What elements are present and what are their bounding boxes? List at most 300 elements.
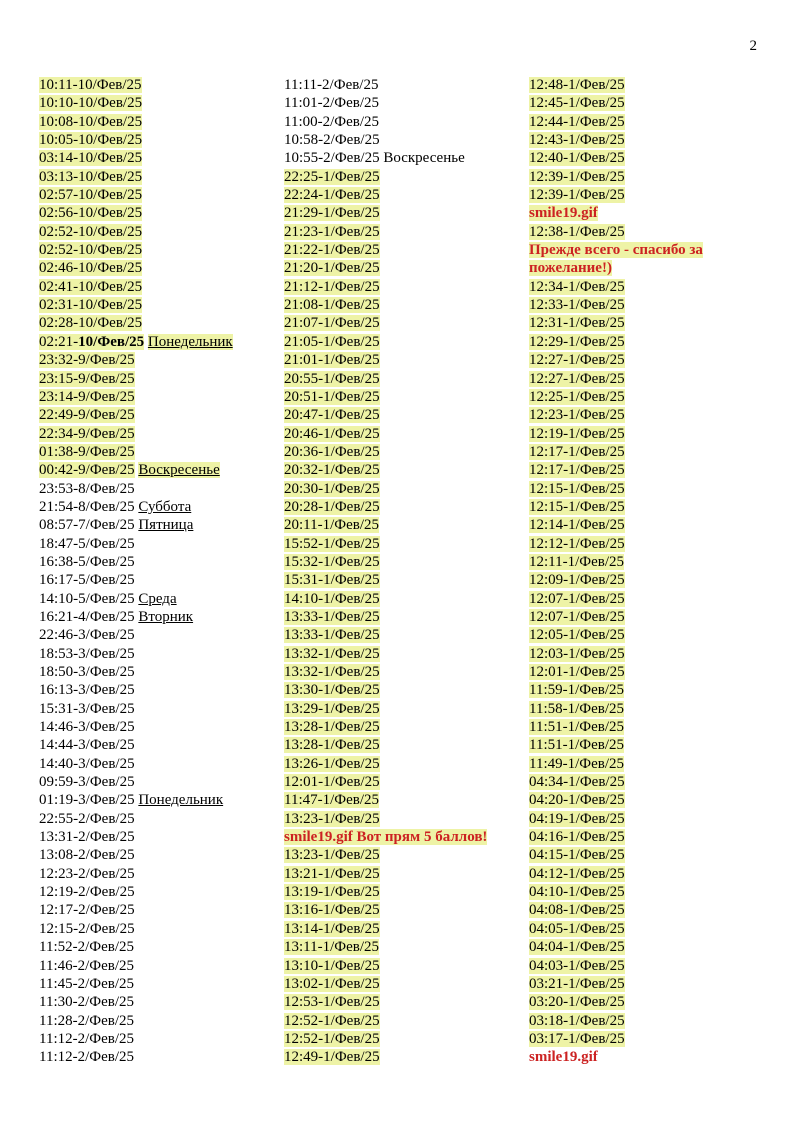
timestamp-line — [284, 223, 524, 241]
weekday-label: Понедельник — [138, 792, 224, 809]
highlighted-entry — [39, 77, 142, 93]
timestamp-line — [529, 443, 769, 461]
entry — [39, 976, 134, 992]
timestamp-text: 13:33-1/Фев/25 — [284, 627, 380, 644]
timestamp-line — [284, 846, 524, 864]
timestamp-line — [284, 865, 524, 883]
highlighted-entry — [529, 627, 625, 643]
timestamp-text: 13:28-1/Фев/25 — [284, 719, 380, 736]
timestamp-line — [284, 608, 524, 626]
timestamp-text: 02:57-10/Фев/25 — [39, 187, 143, 204]
timestamp-text: 12:33-1/Фев/25 — [529, 297, 625, 314]
timestamp-line — [39, 1048, 279, 1066]
timestamp-text: 03:14-10/Фев/25 — [39, 150, 143, 167]
timestamp-line — [529, 259, 769, 277]
timestamp-line — [529, 516, 769, 534]
timestamp-text: 13:10-1/Фев/25 — [284, 957, 380, 974]
timestamp-text: 04:05-1/Фев/25 — [529, 920, 625, 937]
timestamp-text: 12:39-1/Фев/25 — [529, 168, 625, 185]
timestamp-line — [39, 259, 279, 277]
highlighted-entry — [284, 939, 379, 955]
timestamp-line — [39, 351, 279, 369]
entry — [39, 774, 135, 790]
timestamp-text: 12:25-1/Фев/25 — [529, 388, 625, 405]
timestamp-text: 12:05-1/Фев/25 — [529, 627, 625, 644]
timestamp-line — [529, 901, 769, 919]
timestamp-line — [39, 186, 279, 204]
highlighted-entry — [284, 719, 380, 735]
timestamp-text: 13:32-1/Фев/25 — [284, 645, 380, 662]
timestamp-text: 12:49-1/Фев/25 — [284, 1049, 380, 1066]
highlighted-entry — [529, 242, 703, 258]
highlighted-entry — [284, 591, 380, 607]
timestamp-text: 20:47-1/Фев/25 — [284, 407, 380, 424]
highlighted-entry — [284, 462, 380, 478]
timestamp-text: 12:23-2/Фев/25 — [39, 865, 135, 882]
highlighted-entry — [529, 994, 625, 1010]
timestamp-text: 12:53-1/Фев/25 — [284, 994, 380, 1011]
entry — [39, 572, 135, 588]
timestamp-text: 13:29-1/Фев/25 — [284, 700, 380, 717]
entry — [284, 132, 380, 148]
weekday-label: Суббота — [138, 498, 192, 515]
timestamp-text: 10:55-2/Фев/25 — [284, 150, 380, 167]
timestamp-line — [39, 149, 279, 167]
timestamp-text: 12:03-1/Фев/25 — [529, 645, 625, 662]
highlighted-entry — [529, 224, 625, 240]
timestamp-text: 22:34-9/Фев/25 — [39, 425, 135, 442]
timestamp-text: 12:01-1/Фев/25 — [529, 664, 625, 680]
highlighted-entry — [284, 260, 380, 276]
highlighted-entry — [284, 517, 379, 533]
highlighted-entry — [529, 866, 625, 882]
timestamp-line — [529, 865, 769, 883]
highlighted-entry — [529, 902, 625, 918]
highlighted-entry — [529, 389, 625, 405]
timestamp-text: 13:30-1/Фев/25 — [284, 682, 380, 699]
highlighted-entry — [284, 609, 380, 625]
timestamp-text: 11:59-1/Фев/25 — [529, 682, 625, 699]
timestamp-line — [39, 516, 279, 534]
highlighted-entry — [529, 114, 625, 130]
timestamp-text: 02:56-10/Фев/25 — [39, 205, 143, 222]
timestamp-line — [529, 168, 769, 186]
timestamp-line — [284, 535, 524, 553]
highlighted-entry — [284, 187, 380, 203]
highlighted-entry — [284, 958, 380, 974]
timestamp-line — [284, 920, 524, 938]
highlighted-entry — [284, 701, 380, 717]
highlighted-entry — [284, 481, 380, 497]
timestamp-line — [529, 113, 769, 131]
highlighted-entry — [529, 921, 625, 937]
timestamp-line — [529, 883, 769, 901]
timestamp-text: 12:40-1/Фев/25 — [529, 150, 625, 167]
timestamp-line — [39, 957, 279, 975]
timestamp-line — [529, 535, 769, 553]
timestamp-text: 18:50-3/Фев/25 — [39, 664, 135, 680]
timestamp-text: 16:21-4/Фев/25 — [39, 608, 135, 625]
highlighted-entry — [529, 792, 625, 808]
highlighted-entry — [529, 1013, 625, 1029]
timestamp-text: 03:13-10/Фев/25 — [39, 168, 143, 185]
highlighted-entry — [284, 921, 380, 937]
highlighted-entry — [284, 664, 380, 680]
timestamp-text: 15:52-1/Фев/25 — [284, 535, 380, 552]
highlighted-entry — [529, 811, 625, 827]
timestamp-text: 23:14-9/Фев/25 — [39, 388, 135, 405]
highlighted-entry — [529, 829, 625, 845]
comment-text: Прежде всего - спасибо за — [529, 242, 703, 259]
highlighted-entry — [39, 371, 135, 387]
timestamp-text: 12:15-1/Фев/25 — [529, 498, 625, 515]
entry — [39, 1013, 134, 1029]
timestamp-text: 13:08-2/Фев/25 — [39, 847, 135, 864]
highlighted-entry — [39, 407, 135, 423]
highlighted-entry — [39, 334, 144, 350]
highlighted-entry — [529, 1031, 625, 1047]
timestamp-text: 12:14-1/Фев/25 — [529, 517, 625, 534]
highlighted-entry — [39, 426, 135, 442]
timestamp-text: 21:07-1/Фев/25 — [284, 315, 380, 332]
timestamp-text: 12:27-1/Фев/25 — [529, 370, 625, 387]
timestamp-line — [39, 333, 279, 351]
highlighted-entry — [39, 315, 142, 331]
highlighted-entry — [284, 444, 380, 460]
highlighted-entry — [284, 1031, 380, 1047]
timestamp-line — [39, 736, 279, 754]
timestamp-text: 21:12-1/Фев/25 — [284, 278, 380, 295]
timestamp-text: 12:17-2/Фев/25 — [39, 902, 135, 919]
timestamp-line — [284, 259, 524, 277]
timestamp-text: 20:55-1/Фев/25 — [284, 370, 380, 387]
timestamp-line — [39, 718, 279, 736]
entry — [39, 1031, 134, 1047]
timestamp-text: 21:54-8/Фев/25 — [39, 498, 135, 515]
timestamp-line — [39, 846, 279, 864]
highlighted-entry — [284, 371, 380, 387]
timestamp-text: 01:38-9/Фев/25 — [39, 443, 135, 460]
timestamp-line — [284, 755, 524, 773]
highlighted-entry — [529, 169, 625, 185]
timestamp-line — [39, 1012, 279, 1030]
timestamp-line — [529, 773, 769, 791]
timestamp-column-3 — [529, 76, 769, 1067]
timestamp-line — [284, 113, 524, 131]
highlighted-entry — [529, 701, 624, 717]
timestamp-line — [529, 314, 769, 332]
entry — [39, 1049, 134, 1065]
timestamp-line — [39, 773, 279, 791]
highlighted-entry — [529, 95, 625, 111]
timestamp-text: 11:49-1/Фев/25 — [529, 755, 625, 772]
entry — [39, 958, 134, 974]
timestamp-text: 22:24-1/Фев/25 — [284, 187, 380, 204]
timestamp-line — [284, 278, 524, 296]
timestamp-text: 14:40-3/Фев/25 — [39, 755, 135, 772]
highlighted-entry — [529, 187, 625, 203]
entry — [39, 737, 135, 753]
entry — [39, 921, 135, 937]
timestamp-line — [39, 883, 279, 901]
entry — [39, 517, 135, 533]
timestamp-text: 02:28-10/Фев/25 — [39, 315, 143, 332]
timestamp-line — [529, 1030, 769, 1048]
entry — [39, 499, 135, 515]
highlighted-entry — [39, 169, 142, 185]
timestamp-line — [284, 204, 524, 222]
timestamp-line — [284, 76, 524, 94]
timestamp-text: 02:31-10/Фев/25 — [39, 297, 143, 314]
timestamp-line — [529, 480, 769, 498]
timestamp-column-2 — [284, 76, 524, 1067]
timestamp-text: 04:08-1/Фев/25 — [529, 902, 625, 919]
timestamp-text: 18:47-5/Фев/25 — [39, 535, 135, 552]
timestamp-text: 11:28-2/Фев/25 — [39, 1012, 135, 1029]
timestamp-text: 13:32-1/Фев/25 — [284, 664, 380, 680]
timestamp-line — [284, 1030, 524, 1048]
timestamp-text: 20:46-1/Фев/25 — [284, 425, 380, 442]
timestamp-text: 12:07-1/Фев/25 — [529, 608, 625, 625]
timestamp-line — [529, 663, 769, 681]
timestamp-text: 22:25-1/Фев/25 — [284, 168, 380, 185]
highlighted-entry — [529, 481, 625, 497]
timestamp-line — [39, 828, 279, 846]
timestamp-line — [39, 571, 279, 589]
entry — [39, 719, 135, 735]
timestamp-line — [284, 571, 524, 589]
timestamp-text: 13:26-1/Фев/25 — [284, 755, 380, 772]
entry — [284, 77, 378, 93]
timestamp-text: 12:34-1/Фев/25 — [529, 278, 625, 295]
timestamp-line — [39, 223, 279, 241]
highlighted-entry — [529, 426, 625, 442]
timestamp-line — [39, 113, 279, 131]
timestamp-text: 11:58-1/Фев/25 — [529, 700, 625, 717]
entry — [39, 756, 135, 772]
timestamp-text: 00:42-9/Фев/25 — [39, 462, 135, 479]
highlighted-entry — [284, 334, 380, 350]
timestamp-line — [529, 498, 769, 516]
timestamp-line — [39, 920, 279, 938]
comment-text: smile19.gif — [529, 205, 598, 222]
timestamp-text: 11:12-2/Фев/25 — [39, 1030, 135, 1047]
timestamp-text: 04:10-1/Фев/25 — [529, 884, 625, 901]
highlighted-entry — [529, 939, 625, 955]
timestamp-text: 04:03-1/Фев/25 — [529, 957, 625, 974]
timestamp-line — [39, 204, 279, 222]
timestamp-line — [529, 626, 769, 644]
timestamp-line — [529, 755, 769, 773]
timestamp-text: 11:51-1/Фев/25 — [529, 737, 625, 754]
timestamp-line — [529, 736, 769, 754]
highlighted-entry — [284, 297, 380, 313]
weekday-label: Понедельник — [147, 333, 233, 350]
date-bold: 10/Фев/25 — [78, 333, 145, 350]
timestamp-line — [39, 626, 279, 644]
timestamp-line — [39, 443, 279, 461]
entry — [39, 536, 135, 552]
timestamp-text: 20:11-1/Фев/25 — [284, 517, 380, 534]
timestamp-text: 18:53-3/Фев/25 — [39, 645, 135, 662]
timestamp-line — [529, 76, 769, 94]
timestamp-line — [529, 590, 769, 608]
entry — [284, 150, 380, 166]
highlighted-entry — [39, 132, 142, 148]
timestamp-line — [529, 425, 769, 443]
timestamp-line — [284, 149, 524, 167]
timestamp-line — [529, 388, 769, 406]
timestamp-text: 03:21-1/Фев/25 — [529, 975, 625, 992]
timestamp-line — [284, 443, 524, 461]
highlighted-entry — [529, 315, 625, 331]
timestamp-text: 02:21- — [39, 333, 79, 350]
entry — [529, 1049, 598, 1065]
entry — [39, 627, 135, 643]
timestamp-text: 22:46-3/Фев/25 — [39, 627, 135, 644]
timestamp-line — [39, 425, 279, 443]
timestamp-line — [39, 76, 279, 94]
highlighted-entry — [529, 297, 625, 313]
timestamp-line — [284, 791, 524, 809]
timestamp-text: 12:17-1/Фев/25 — [529, 462, 625, 479]
timestamp-line — [284, 94, 524, 112]
timestamp-line — [284, 333, 524, 351]
timestamp-line — [284, 975, 524, 993]
timestamp-text: 11:30-2/Фев/25 — [39, 994, 135, 1011]
timestamp-text: 13:23-1/Фев/25 — [284, 847, 380, 864]
timestamp-text: 11:45-2/Фев/25 — [39, 975, 135, 992]
timestamp-text: 21:20-1/Фев/25 — [284, 260, 380, 277]
highlighted-entry — [284, 352, 380, 368]
timestamp-line — [284, 296, 524, 314]
timestamp-line — [284, 938, 524, 956]
timestamp-line — [39, 406, 279, 424]
highlighted-entry — [529, 756, 624, 772]
timestamp-line — [284, 645, 524, 663]
timestamp-line — [529, 975, 769, 993]
timestamp-text: 12:12-1/Фев/25 — [529, 535, 625, 552]
timestamp-text: 12:19-1/Фев/25 — [529, 425, 625, 442]
highlighted-entry — [284, 242, 380, 258]
timestamp-text: 14:44-3/Фев/25 — [39, 737, 135, 754]
highlighted-entry — [284, 756, 380, 772]
timestamp-line — [529, 370, 769, 388]
highlighted-entry — [529, 958, 625, 974]
highlighted-entry — [39, 224, 142, 240]
highlighted-entry — [529, 499, 625, 515]
timestamp-text: 12:23-1/Фев/25 — [529, 407, 625, 424]
timestamp-line — [284, 461, 524, 479]
timestamp-text: 12:52-1/Фев/25 — [284, 1030, 380, 1047]
timestamp-text: 13:23-1/Фев/25 — [284, 810, 380, 827]
timestamp-line — [529, 1012, 769, 1030]
timestamp-line — [39, 645, 279, 663]
timestamp-line — [529, 957, 769, 975]
timestamp-text: 12:01-1/Фев/25 — [284, 774, 380, 791]
timestamp-text: 03:17-1/Фев/25 — [529, 1030, 625, 1047]
timestamp-line — [284, 681, 524, 699]
timestamp-line — [284, 516, 524, 534]
timestamp-text: 10:08-10/Фев/25 — [39, 113, 143, 130]
timestamp-text: 23:15-9/Фев/25 — [39, 370, 135, 387]
timestamp-line — [39, 461, 279, 479]
highlighted-entry — [284, 682, 380, 698]
timestamp-text: 04:34-1/Фев/25 — [529, 774, 625, 791]
timestamp-line — [529, 94, 769, 112]
timestamp-text: 20:28-1/Фев/25 — [284, 498, 380, 515]
timestamp-line — [284, 1012, 524, 1030]
entry — [39, 866, 135, 882]
timestamp-line — [39, 535, 279, 553]
comment-text: пожелание!) — [529, 260, 612, 277]
timestamp-line — [529, 920, 769, 938]
timestamp-text: 23:53-8/Фев/25 — [39, 480, 135, 497]
timestamp-text: 22:49-9/Фев/25 — [39, 407, 135, 424]
timestamp-text: 15:32-1/Фев/25 — [284, 553, 380, 570]
timestamp-text: 11:51-1/Фев/25 — [529, 719, 625, 736]
entry — [39, 481, 135, 497]
highlighted-entry — [529, 737, 624, 753]
highlighted-entry — [284, 811, 380, 827]
highlighted-entry — [284, 169, 380, 185]
timestamp-text: 21:01-1/Фев/25 — [284, 352, 380, 369]
timestamp-line — [39, 131, 279, 149]
highlighted-entry — [529, 719, 624, 735]
timestamp-line — [284, 663, 524, 681]
timestamp-line — [39, 1030, 279, 1048]
timestamp-text: 03:20-1/Фев/25 — [529, 994, 625, 1011]
timestamp-line — [529, 700, 769, 718]
timestamp-line — [529, 938, 769, 956]
comment-text: smile19.gif — [529, 1049, 598, 1066]
timestamp-text: 10:05-10/Фев/25 — [39, 132, 143, 149]
timestamp-line — [284, 241, 524, 259]
timestamp-line — [284, 957, 524, 975]
timestamp-line — [529, 406, 769, 424]
entry — [39, 902, 135, 918]
timestamp-line — [284, 1048, 524, 1066]
entry — [39, 811, 135, 827]
highlighted-entry — [529, 150, 625, 166]
timestamp-line — [284, 351, 524, 369]
timestamp-text: 11:47-1/Фев/25 — [284, 792, 380, 809]
timestamp-line — [529, 571, 769, 589]
timestamp-line — [39, 498, 279, 516]
timestamp-line — [529, 681, 769, 699]
comment-text: smile19.gif Вот прям 5 баллов! — [284, 829, 488, 846]
timestamp-line — [39, 168, 279, 186]
timestamp-line — [529, 351, 769, 369]
highlighted-entry — [39, 444, 135, 460]
timestamp-line — [39, 663, 279, 681]
timestamp-line — [529, 131, 769, 149]
timestamp-line — [39, 700, 279, 718]
entry — [39, 884, 135, 900]
timestamp-text: 02:41-10/Фев/25 — [39, 278, 143, 295]
entry — [39, 646, 135, 662]
timestamp-line — [529, 223, 769, 241]
highlighted-entry — [529, 462, 625, 478]
highlighted-entry — [284, 792, 379, 808]
page-number: 2 — [749, 38, 757, 54]
timestamp-line — [39, 865, 279, 883]
timestamp-text: 14:10-1/Фев/25 — [284, 590, 380, 607]
entry — [39, 609, 135, 625]
highlighted-entry — [529, 371, 625, 387]
timestamp-text: 12:48-1/Фев/25 — [529, 77, 625, 93]
highlighted-entry — [529, 352, 625, 368]
